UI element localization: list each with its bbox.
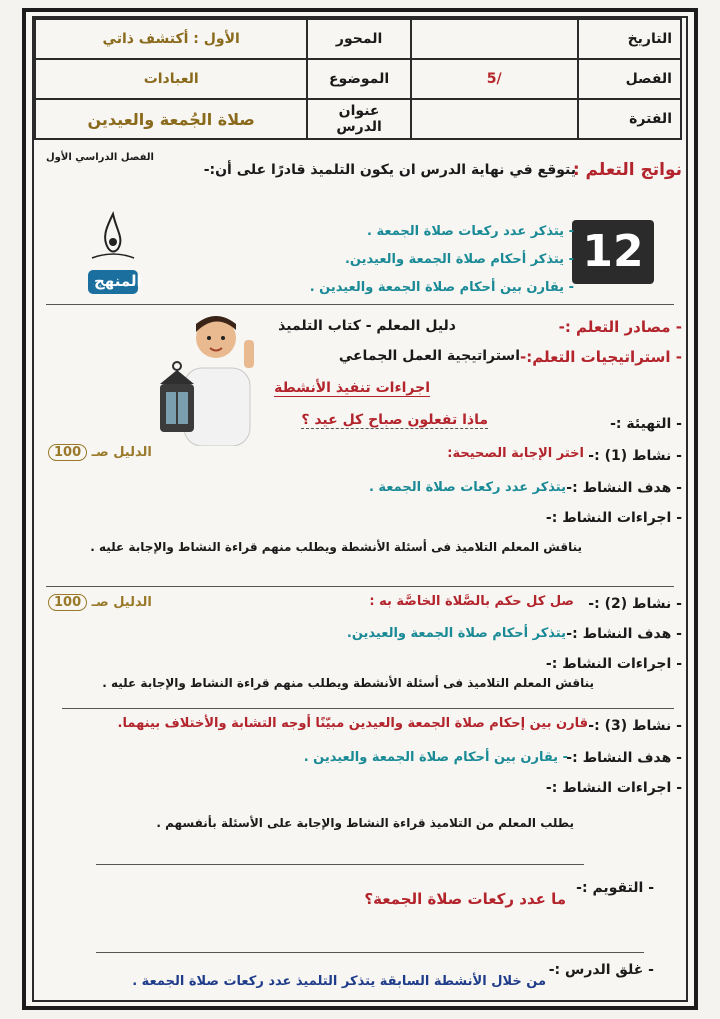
divider-4 [96,864,584,865]
activity3-goal-label: - هدف النشاط :- [566,750,682,766]
activity2-goal: يتذكر أحكام صلاة الجمعة والعيدين. [346,626,566,641]
header-row-3 [35,99,681,139]
activity3-goal: - يقارن بين أحكام صلاة الجمعة والعيدين . [303,750,568,765]
publisher-logo [78,208,148,308]
divider-1 [46,304,674,305]
outcome-item-3: - يقارن بين أحكام صلاة الجمعة والعيدين . [309,280,574,295]
term-label: الفصل الدراسي الأول [46,152,154,163]
assessment-question: ما عدد ركعات صلاة الجمعة؟ [364,890,566,908]
boy-with-lantern-image [154,308,264,446]
activity2-guide-label: الدليل صـ [91,595,152,610]
activity1-label: - نشاط (1) :- [588,448,682,464]
warmup-label: - التهيئة :- [610,416,682,432]
lesson-number-badge: 12 [572,220,654,284]
date-value[interactable] [411,19,578,59]
period-value[interactable] [411,99,578,139]
resources-value: دليل المعلم - كتاب التلميذ [278,318,456,334]
header-row-2 [35,59,681,99]
activity2-steps-label: - اجراءات النشاط :- [545,656,682,672]
warmup-question: ماذا تفعلون صباح كل عيد ؟ [301,412,488,428]
boy-lantern-icon [154,308,264,446]
activity3-steps: يطلب المعلم من التلاميذ قراءة النشاط والإجابة على الأسئلة بأنفسهم . [156,816,574,830]
activity3-label: - نشاط (3) :- [588,718,682,734]
outcomes-intro: يتوقع في نهاية الدرس ان يكون التلميذ قادرًا على أن:- [203,162,576,178]
closing-label: - غلق الدرس :- [548,962,654,978]
assessment-label: - التقويم :- [576,880,654,896]
resources-label: - مصادر التعلم :- [558,318,682,336]
activity3-steps-label: - اجراءات النشاط :- [545,780,682,796]
topic-value: العبادات [35,59,307,99]
procedures-title: اجراءات تنفيذ الأنشطة [274,380,430,396]
divider-2 [46,586,674,587]
activity1-steps-label: - اجراءات النشاط :- [545,510,682,526]
lesson-title-value: صلاة الجُمعة والعيدين [35,99,307,139]
header-table [34,18,682,140]
divider-5 [96,952,644,953]
activity2-guide-page: 100 [48,594,87,611]
closing-text: من خلال الأنشطة السابقة يتذكر التلميذ عدد ركعات صلاة الجمعة . [132,974,546,989]
topic-label: الموضوع [307,59,410,99]
logo-emblem-icon [78,208,148,308]
class-label: الفصل [578,59,681,99]
activity1-goal-label: - هدف النشاط :- [566,480,682,496]
activity2-label: - نشاط (2) :- [588,596,682,612]
activity1-guide-label: الدليل صـ [91,445,152,460]
divider-3 [62,708,674,709]
activity1-steps: يناقش المعلم التلاميذ فى أسئلة الأنشطة ويطلب منهم قراءة النشاط والإجابة عليه . [90,540,582,554]
header-row-1 [35,19,681,59]
class-value[interactable]: /5 [411,59,578,99]
activity2-title: صل كل حكم بالصَّلاة الخاصَّة به : [369,594,574,609]
activity1-guide-ref [46,444,152,461]
logo-text: المنهج [94,272,142,290]
activity2-guide-ref [46,594,152,611]
lesson-plan-page [22,8,698,1010]
activity3-title: قارن بين إحكام صلاة الجمعة والعيدين مبيّنًا أوجه التشابة والأختلاف بينهما. [117,716,588,731]
outcomes-label: نواتج التعلم : [572,160,682,180]
lesson-title-label: عنوان الدرس [307,99,410,139]
date-label: التاريخ [578,19,681,59]
strategies-value: استراتيجية العمل الجماعي [338,348,520,364]
activity2-goal-label: - هدف النشاط :- [566,626,682,642]
axis-value: الأول : أكتشف ذاتي [35,19,307,59]
activity1-goal: يتذكر عدد ركعات صلاة الجمعة . [368,480,566,495]
period-label: الفترة [578,99,681,139]
activity1-title: اختر الإجابة الصحيحة: [447,446,584,461]
outcome-item-1: - يتذكر عدد ركعات صلاة الجمعة . [367,224,574,239]
activity1-guide-page: 100 [48,444,87,461]
outcome-item-2: - يتذكر أحكام صلاة الجمعة والعيدين. [344,252,574,267]
activity2-steps: يناقش المعلم التلاميذ فى أسئلة الأنشطة ويطلب منهم قراءة النشاط والإجابة عليه . [102,676,594,690]
strategies-label: - استراتيجيات التعلم:- [519,348,682,366]
axis-label: المحور [307,19,410,59]
